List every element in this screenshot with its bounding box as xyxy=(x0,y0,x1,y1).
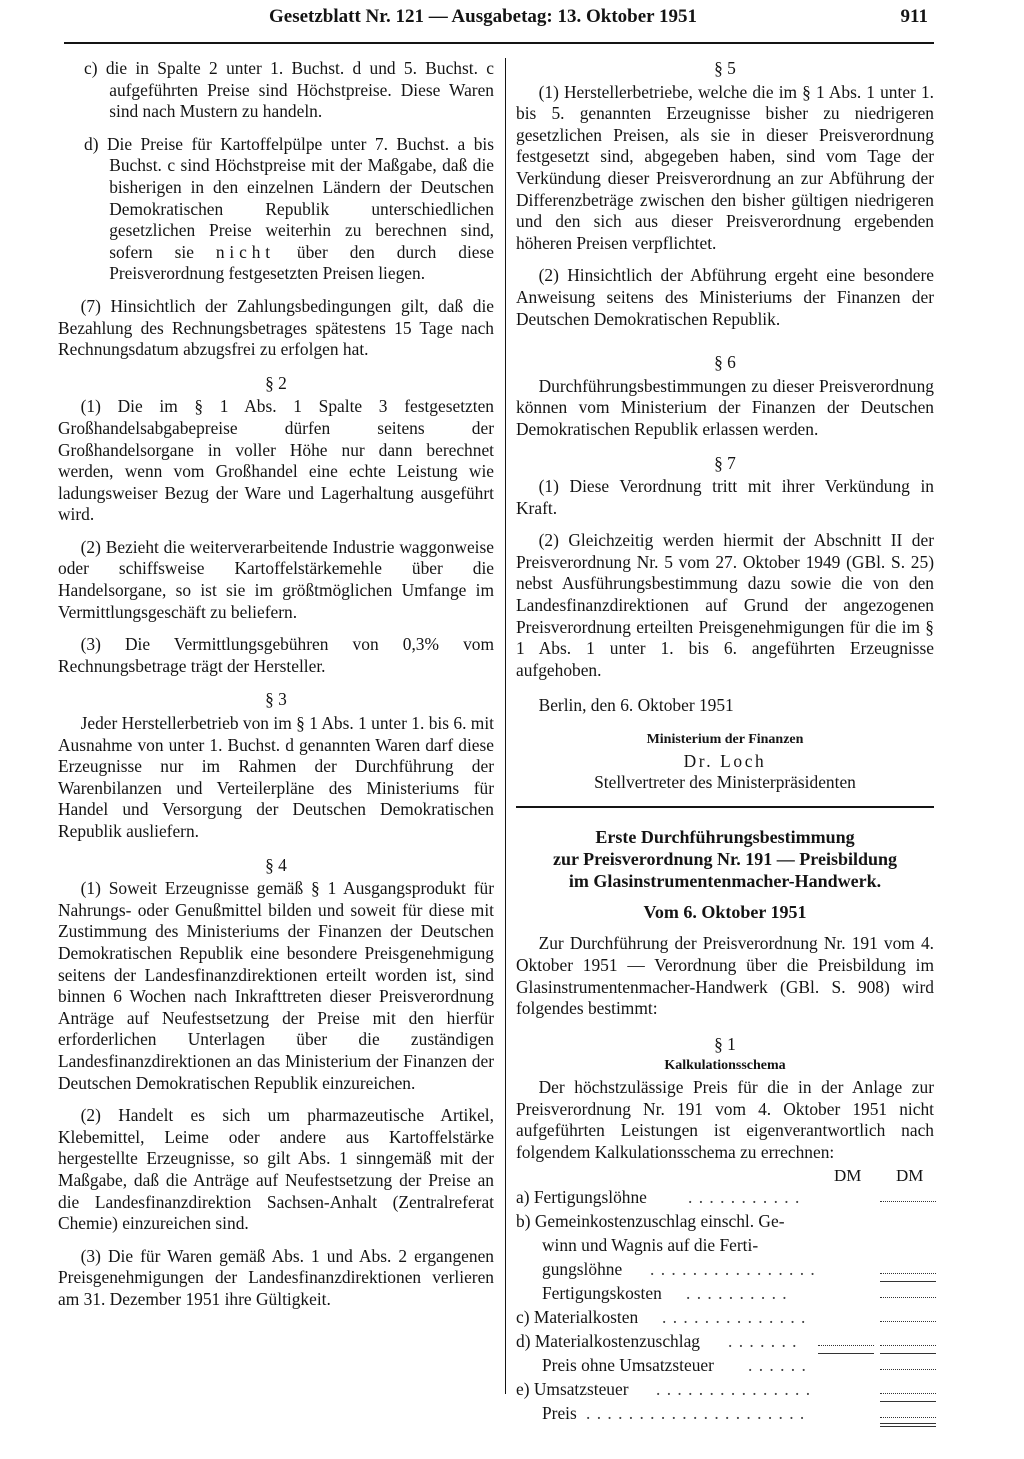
section-1-subheading: Kalkulationsschema xyxy=(664,1058,786,1074)
section-2-para-2: (2) Bezieht die weiterverarbeitende Industrie waggonweise oder schiffsweise Kartoffelstärkemehle über die Handelsorgane, so ist sie im größtmöglichen Umfange im Vermittlungsgeschäft zu beliefern. xyxy=(58,536,494,622)
column-header-dm-1: DM xyxy=(834,1166,862,1186)
value-field xyxy=(818,1345,874,1346)
section-1-heading: § 1 xyxy=(714,1033,736,1054)
item-d: d) Die Preise für Kartoffelpülpe unter 7. Buchst. a bis Buchst. c sind Höchstpreise mit der Maßgabe, daß die bisherigen in den einzelnen Ländern der Deutschen Demokratischen Republik unterschiedlichen gesetzlichen Preise weiterhin zu berechnen sind, sofern sie nicht über den durch diese Preisverordnung festgesetzten Preisen liegen. xyxy=(84,133,494,284)
section-4-para-2: (2) Handelt es sich um pharmazeutische Artikel, Klebemittel, Leime oder andere aus Kartoffelstärke hergestellte Erzeugnisse, so gilt Abs. 1 sinngemäß mit der Maßgabe, daß die Anträge auf Neufestsetzung der Preise an die Landesfinanzdirektion Sachsen-Anhalt (Zentralreferat Chemie) einzureichen sind. xyxy=(58,1105,494,1234)
value-field xyxy=(880,1345,936,1346)
item-c: c) die in Spalte 2 unter 1. Buchst. d und 5. Buchst. c aufgeführten Preise sind Höchstpreise. Diese Waren sind nach Mustern zu handeln. xyxy=(84,58,494,122)
calc-row-fertigungsloehne: a) Fertigungslöhne . . . . . . . . . . . xyxy=(516,1187,934,1211)
calc-row-gemeinkosten-3: gungslöhne . . . . . . . . . . . . . . . . xyxy=(516,1259,934,1283)
intro-paragraph: Zur Durchführung der Preisverordnung Nr. 191 vom 4. Oktober 1951 — Verordnung über die Preisbildung im Glasinstrumentenmacher-Handwerk (GBl. S. 908) wird folgendes bestimmt: xyxy=(516,933,934,1019)
calc-header xyxy=(516,1165,934,1187)
value-field xyxy=(880,1369,936,1370)
calc-row-gemeinkosten-2: winn und Wagnis auf die Ferti- xyxy=(542,1235,759,1256)
doc-title-line-1: Erste Durchführungsbestimmung xyxy=(595,826,855,847)
section-5-para-2: (2) Hinsichtlich der Abführung ergeht eine besondere Anweisung seitens des Ministeriums der Finanzen der Deutschen Demokratischen Republik. xyxy=(516,265,934,329)
value-field xyxy=(880,1417,936,1418)
calc-row-umsatzsteuer: e) Umsatzsteuer . . . . . . . . . . . . . . . xyxy=(516,1379,934,1403)
calc-row-preis-ohne-ust: Preis ohne Umsatzsteuer . . . . . . xyxy=(516,1355,934,1379)
section-5-para-1: (1) Herstellerbetriebe, welche die im § 1 Abs. 1 unter 1. bis 5. genannten Erzeugnisse bisher zu niedrigeren gesetzlichen Preisen, als sie in dieser Preisverordnung festgesetzt sind, abgegeben haben, sind vom Tage der Verkündung dieser Preisverordnung an zur Abführung der Differenzbeträge zwischen den bisher gültigen niedrigeren und den sich aus dieser Preisverordnung ergebenden höheren Preisen verpflichtet. xyxy=(516,81,934,253)
doc-title-line-3: im Glasinstrumentenmacher-Handwerk. xyxy=(568,870,882,891)
calc-row-fertigungskosten: Fertigungskosten . . . . . . . . . . xyxy=(516,1283,934,1307)
value-field xyxy=(880,1201,936,1202)
paragraph-7: (7) Hinsichtlich der Zahlungsbedingungen gilt, daß die Bezahlung des Rechnungsbetrages spätestens 15 Tage nach Rechnungsdatum abzugsfrei zu erfolgen hat. xyxy=(58,295,494,360)
calculation-schema xyxy=(516,1165,934,1427)
calc-row-preis: Preis . . . . . . . . . . . . . . . . . . . . . xyxy=(516,1403,934,1427)
section-7-para-1: (1) Diese Verordnung tritt mit ihrer Verkündung in Kraft. xyxy=(516,476,934,518)
value-field xyxy=(880,1321,936,1322)
calc-row-materialkosten: c) Materialkosten . . . . . . . . . . . . . . xyxy=(516,1307,934,1331)
section-3-para-1: Jeder Herstellerbetrieb von im § 1 Abs. 1 unter 1. bis 6. mit Ausnahme von unter 1. Buchst. d genannten Waren darf diese Erzeugnisse nur im Rahmen der Durchführung der Warenbilanzen und Verteilerpläne des Ministeriums für Handel und Versorgung der Deutschen Demokratischen Republik ausliefern. xyxy=(58,713,494,841)
right-column xyxy=(516,58,934,1427)
section-2-heading: § 2 xyxy=(265,372,287,393)
section-4-heading: § 4 xyxy=(265,854,287,875)
value-field xyxy=(880,1393,936,1394)
section-5-heading: § 5 xyxy=(714,58,736,78)
header-title: Gesetzblatt Nr. 121 — Ausgabetag: 13. Oktober 1951 xyxy=(269,6,698,27)
section-4-para-3: (3) Die für Waren gemäß Abs. 1 und Abs. 2 ergangenen Preisgenehmigungen der Landesfinanzdirektionen verlieren am 31. Dezember 1951 ihre Gültigkeit. xyxy=(58,1245,494,1309)
section-2-para-1: (1) Die im § 1 Abs. 1 Spalte 3 festgesetzten Großhandelsabgabepreise dürfen seitens der Großhandelsorgane in voller Höhe nur dann berechnet werden, wenn vom Großhandel eine echte Leistung wie ladungsweiser Bezug der Ware und Lagerhaltung ausgeführt wird. xyxy=(58,396,494,525)
doc-date: Vom 6. Oktober 1951 xyxy=(643,901,807,922)
section-3-heading: § 3 xyxy=(265,689,287,710)
value-field xyxy=(880,1297,936,1298)
column-divider xyxy=(505,58,506,1394)
emphasis-nicht: nicht xyxy=(215,241,275,262)
section-2-para-3: (3) Die Vermittlungsgebühren von 0,3% vom Rechnungsbetrage trägt der Hersteller. xyxy=(58,634,494,676)
calc-row-materialkostenzuschlag: d) Materialkostenzuschlag . . . . . . . xyxy=(516,1331,934,1355)
page-number: 911 xyxy=(900,6,928,27)
section-6-heading: § 6 xyxy=(714,352,736,373)
place-date: Berlin, den 6. Oktober 1951 xyxy=(538,695,734,716)
section-1-para-1: Der höchstzulässige Preis für die in der Anlage zur Preisverordnung Nr. 191 vom 4. Oktober 1951 nicht aufgeführten Leistungen ist eigenverantwortlich nach folgendem Kalkulationsschema zu errechnen: xyxy=(516,1076,934,1162)
section-7-para-2: (2) Gleichzeitig werden hiermit der Abschnitt II der Preisverordnung Nr. 5 vom 27. Oktober 1949 (GBl. S. 25) nebst Ausführungsbestimmung dazu sowie die von den Landesfinanzdirektionen auf Grund der angezogenen Preisverordnung erteilten Preisgenehmigungen für die im § 1 Abs. 1 unter 1. bis 6. angeführten Erzeugnisse aufgehoben. xyxy=(516,530,934,680)
section-6-para-1: Durchführungsbestimmungen zu dieser Preisverordnung können vom Ministerium der Finanzen der Deutschen Demokratischen Republik erlassen werden. xyxy=(516,375,934,439)
left-column xyxy=(58,58,494,1310)
calc-row-gemeinkosten-1: b) Gemeinkostenzuschlag einschl. Ge- xyxy=(516,1211,785,1232)
section-4-para-1: (1) Soweit Erzeugnisse gemäß § 1 Ausgangsprodukt für Nahrungs- oder Genußmittel bilden und soweit für diese mit Zustimmung des Ministeriums der Finanzen der Deutschen Demokratischen Republik eine besondere Preisgenehmigung seitens der Landesfinanzdirektionen erteilt worden ist, sind binnen 6 Wochen nach Inkrafttreten dieser Preisverordnung Anträge auf Neufestsetzung der Preise mit den hierfür erforderlichen Unterlagen über die zuständigen Landesfinanzdirektionen an das Ministerium der Finanzen der Deutschen Demokratischen Republik einzureichen. xyxy=(58,878,494,1093)
page-header xyxy=(64,2,934,44)
signature-title: Stellvertreter des Ministerpräsidenten xyxy=(594,772,856,793)
value-field xyxy=(880,1273,936,1274)
signature-name: Dr. Loch xyxy=(683,750,767,771)
section-separator xyxy=(516,806,934,808)
doc-title-line-2: zur Preisverordnung Nr. 191 — Preisbildung xyxy=(552,848,898,869)
section-7-heading: § 7 xyxy=(714,452,736,473)
column-header-dm-2: DM xyxy=(896,1166,924,1186)
signature-organization: Ministerium der Finanzen xyxy=(646,732,804,748)
